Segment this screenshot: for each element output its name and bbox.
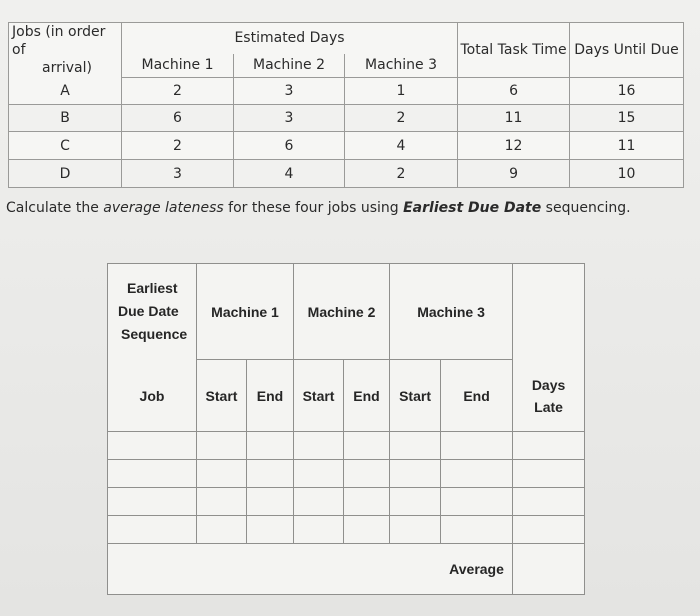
blank-cell[interactable] (108, 432, 197, 460)
machine-3-cell: 1 (345, 78, 458, 105)
blank-cell[interactable] (197, 432, 247, 460)
sequence-header (108, 264, 197, 360)
machine-2-cell: 3 (234, 78, 345, 105)
machine-2-cell: 4 (234, 160, 345, 188)
days-late-header (513, 360, 585, 432)
table-row (108, 432, 585, 460)
blank-cell[interactable] (513, 488, 585, 516)
estimated-days-header: Estimated Days (122, 23, 458, 54)
table-row (9, 78, 684, 105)
blank-cell[interactable] (390, 488, 441, 516)
blank-cell[interactable] (294, 488, 344, 516)
instruction-part3: sequencing. (541, 200, 631, 216)
blank-cell[interactable] (247, 488, 294, 516)
blank-cell[interactable] (344, 460, 390, 488)
sequence-header-line1: Earliest (127, 280, 178, 296)
blank-cell[interactable] (513, 432, 585, 460)
instruction-part2: for these four jobs using (223, 200, 404, 216)
total-task-time-header: Total Task Time (458, 23, 570, 78)
days-late-line1: Days (531, 376, 566, 393)
blank-cell[interactable] (108, 516, 197, 544)
instruction-method: Earliest Due Date (403, 200, 542, 216)
blank-cell[interactable] (390, 432, 441, 460)
blank-cell[interactable] (197, 488, 247, 516)
blank-cell[interactable] (441, 460, 513, 488)
blank-cell[interactable] (441, 488, 513, 516)
job-cell: C (9, 132, 122, 160)
machine-1-cell: 2 (122, 78, 234, 105)
machine-2-cell: 3 (234, 105, 345, 132)
machine-3-header: Machine 3 (345, 53, 458, 77)
days-late-line2: Late (534, 398, 563, 415)
jobs-header-line2: arrival) (42, 60, 92, 76)
sequence-header-line2: Due Date (118, 303, 179, 319)
blank-cell[interactable] (108, 460, 197, 488)
table-row (9, 105, 684, 132)
table-row (108, 516, 585, 544)
table-row (9, 132, 684, 160)
job-cell: A (9, 78, 122, 105)
machine-2-cell: 6 (234, 132, 345, 160)
machine-1-cell: 6 (122, 105, 234, 132)
blank-cell[interactable] (344, 488, 390, 516)
grid-machine-3-header: Machine 3 (390, 264, 513, 360)
instruction-text (6, 200, 696, 216)
m2-end-header: End (344, 360, 390, 432)
table-row (108, 488, 585, 516)
job-cell: B (9, 105, 122, 132)
answer-grid (107, 263, 585, 595)
blank-cell[interactable] (294, 516, 344, 544)
sequence-header-line3: Sequence (121, 326, 188, 342)
blank-cell[interactable] (513, 460, 585, 488)
m2-start-header: Start (294, 360, 344, 432)
instruction-emphasis: average lateness (103, 200, 224, 216)
blank-cell[interactable] (294, 460, 344, 488)
blank-cell[interactable] (390, 516, 441, 544)
blank-cell[interactable] (441, 516, 513, 544)
blank-cell[interactable] (197, 516, 247, 544)
total-cell: 12 (458, 132, 570, 160)
days-late-header-top (513, 264, 585, 360)
instruction-part1: Calculate the (6, 200, 104, 216)
due-cell: 16 (570, 78, 684, 105)
blank-cell[interactable] (344, 432, 390, 460)
machine-3-cell: 2 (345, 105, 458, 132)
machine-1-cell: 3 (122, 160, 234, 188)
total-cell: 6 (458, 78, 570, 105)
m3-end-header: End (441, 360, 513, 432)
blank-cell[interactable] (247, 432, 294, 460)
grid-machine-1-header: Machine 1 (197, 264, 294, 360)
blank-cell[interactable] (390, 460, 441, 488)
total-cell: 9 (458, 160, 570, 188)
blank-cell[interactable] (197, 460, 247, 488)
days-until-due-header: Days Until Due (570, 23, 684, 78)
blank-cell[interactable] (247, 516, 294, 544)
total-cell: 11 (458, 105, 570, 132)
blank-cell[interactable] (441, 432, 513, 460)
due-cell: 11 (570, 132, 684, 160)
blank-cell[interactable] (247, 460, 294, 488)
job-header: Job (108, 360, 197, 432)
blank-cell[interactable] (513, 516, 585, 544)
job-data-table (8, 22, 684, 188)
grid-machine-2-header: Machine 2 (294, 264, 390, 360)
job-cell: D (9, 160, 122, 188)
average-value-cell[interactable] (513, 544, 585, 595)
m3-start-header: Start (390, 360, 441, 432)
table-row (108, 460, 585, 488)
machine-3-cell: 2 (345, 160, 458, 188)
m1-end-header: End (247, 360, 294, 432)
average-label: Average (441, 544, 513, 595)
m1-start-header: Start (197, 360, 247, 432)
machine-1-header: Machine 1 (122, 53, 234, 77)
due-cell: 10 (570, 160, 684, 188)
blank-cell[interactable] (108, 488, 197, 516)
due-cell: 15 (570, 105, 684, 132)
jobs-header (9, 23, 122, 78)
blank-cell[interactable] (294, 432, 344, 460)
empty-footer-cell (108, 544, 441, 595)
table-row (9, 160, 684, 188)
blank-cell[interactable] (344, 516, 390, 544)
machine-1-cell: 2 (122, 132, 234, 160)
machine-3-cell: 4 (345, 132, 458, 160)
machine-2-header: Machine 2 (234, 53, 345, 77)
jobs-header-line1: Jobs (in order of (12, 24, 106, 58)
